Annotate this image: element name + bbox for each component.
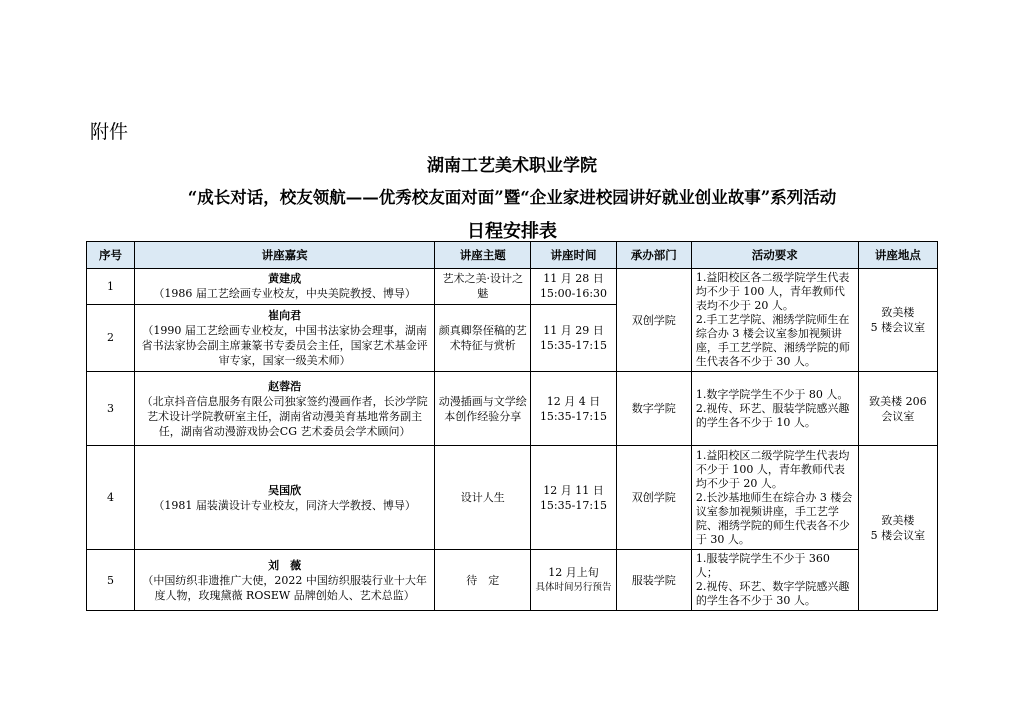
row-no: 5 <box>87 550 135 611</box>
location-line: 致美楼 <box>881 514 915 527</box>
location-cell <box>858 372 937 446</box>
topic-cell: 颜真卿祭侄稿的艺术特征与赏析 <box>435 304 531 371</box>
topic-cell: 艺术之美·设计之魅 <box>435 269 531 305</box>
guest-desc: （1981 届装潢设计专业校友，同济大学教授、博导） <box>153 498 416 512</box>
schedule-title: 日程安排表 <box>467 221 557 242</box>
requirement-item: 1.益阳校区二级学院学生代表均不少于 100 人，青年教师代表均不少于 20 人。 <box>695 448 850 490</box>
guest-desc: （北京抖音信息服务有限公司独家签约漫画作者，长沙学院艺术设计学院教研室主任，湖南省动漫美育基地常务副主任，湖南省动漫游戏协会CG 艺术委员会学术顾问） <box>141 394 428 438</box>
guest-desc: （1986 届工艺绘画专业校友，中央美院教授、博导） <box>153 287 416 301</box>
time-cell <box>531 372 617 446</box>
guest-name: 黄建成 <box>268 272 302 286</box>
time-cell <box>531 304 617 371</box>
requirement-item: 1.数字学院学生不少于 80 人。 <box>695 387 849 401</box>
date-text: 11 月 28 日 <box>543 272 604 286</box>
time-text: 15:35-17:15 <box>539 338 608 352</box>
topic-cell: 设计人生 <box>435 446 531 550</box>
location-cell <box>858 269 937 372</box>
header-requirements: 活动要求 <box>691 242 858 269</box>
time-note: 具体时间另行预告 <box>535 582 612 593</box>
requirements-cell <box>691 446 858 550</box>
location-line: 致美楼 206 <box>869 394 927 408</box>
header-location: 讲座地点 <box>858 242 937 269</box>
row-no: 2 <box>87 304 135 371</box>
requirement-item: 2.手工艺学院、湘绣学院师生在综合办 3 楼会议室参加视频讲座，手工艺学院、湘绣学院的师生代表各不少于 30 人。 <box>695 313 850 368</box>
date-text: 12 月 4 日 <box>546 394 601 408</box>
guest-desc: （1990 届工艺绘画专业校友，中国书法家协会理事，湖南省书法家协会副主席兼篆书专委员会主任，国家艺术基金评审专家，国家一级美术师） <box>141 323 428 367</box>
guest-cell <box>134 446 434 550</box>
table-header-row <box>87 242 938 269</box>
date-text: 12 月上旬 <box>548 566 599 579</box>
topic-cell: 动漫插画与文学绘本创作经验分享 <box>435 372 531 446</box>
row-no: 3 <box>87 372 135 446</box>
requirement-item: 2.长沙基地师生在综合办 3 楼会议室参加视频讲座，手工艺学院、湘绣学院的师生代表各不少于 30 人。 <box>695 490 853 546</box>
requirements-cell <box>691 372 858 446</box>
guest-name: 赵蓉浩 <box>268 379 302 393</box>
header-time: 讲座时间 <box>531 242 617 269</box>
time-text: 15:35-17:15 <box>539 498 608 512</box>
requirement-item: 2.视传、环艺、数字学院感兴趣的学生各不少于 30 人。 <box>695 580 850 607</box>
date-text: 11 月 29 日 <box>543 323 604 337</box>
guest-name: 崔向君 <box>268 308 302 322</box>
header-no: 序号 <box>87 242 135 269</box>
table-row <box>87 446 938 550</box>
requirements-cell <box>691 269 858 372</box>
row-no: 1 <box>87 269 135 305</box>
location-cell <box>858 446 937 611</box>
guest-cell <box>134 372 434 446</box>
location-line: 5 楼会议室 <box>870 321 926 334</box>
location-line: 致美楼 <box>881 306 915 319</box>
requirements-cell <box>691 550 858 611</box>
school-name: 湖南工艺美术职业学院 <box>427 156 597 176</box>
dept-cell: 数字学院 <box>616 372 691 446</box>
requirement-item: 2.视传、环艺、服装学院感兴趣的学生各不少于 10 人。 <box>695 401 850 429</box>
header-dept: 承办部门 <box>616 242 691 269</box>
dept-cell: 服装学院 <box>616 550 691 611</box>
time-cell <box>531 269 617 305</box>
guest-name: 刘 薇 <box>268 558 302 572</box>
table-row <box>87 269 938 305</box>
guest-desc: （中国纺织非遗推广大使，2022 中国纺织服装行业十大年度人物，玫瑰黛薇 ROSEW 品牌创始人、艺术总监） <box>142 573 427 602</box>
dept-cell: 双创学院 <box>616 269 691 372</box>
time-cell <box>531 446 617 550</box>
table-row <box>87 372 938 446</box>
guest-cell <box>134 269 434 305</box>
time-text: 15:00-16:30 <box>539 287 608 301</box>
series-title: “成长对话，校友领航——优秀校友面对面”暨“企业家进校园讲好就业创业故事”系列活动 <box>187 188 837 207</box>
date-text: 12 月 11 日 <box>543 483 604 497</box>
table-row <box>87 550 938 611</box>
location-line: 会议室 <box>881 409 915 423</box>
topic-cell: 待 定 <box>435 550 531 611</box>
requirement-item: 1.益阳校区各二级学院学生代表均不少于 100 人，青年教师代表均不少于 20 人。 <box>695 271 850 312</box>
guest-cell <box>134 550 434 611</box>
header-topic: 讲座主题 <box>435 242 531 269</box>
header-guest: 讲座嘉宾 <box>134 242 434 269</box>
row-no: 4 <box>87 446 135 550</box>
time-cell <box>531 550 617 611</box>
location-line: 5 楼会议室 <box>870 529 926 542</box>
guest-cell <box>134 304 434 371</box>
guest-name: 吴国欣 <box>268 483 302 497</box>
time-text: 15:35-17:15 <box>539 409 608 423</box>
requirement-item: 1.服装学院学生不少于 360 人； <box>695 552 830 579</box>
schedule-table <box>86 241 938 611</box>
dept-cell: 双创学院 <box>616 446 691 550</box>
attachment-label: 附件 <box>90 121 129 143</box>
